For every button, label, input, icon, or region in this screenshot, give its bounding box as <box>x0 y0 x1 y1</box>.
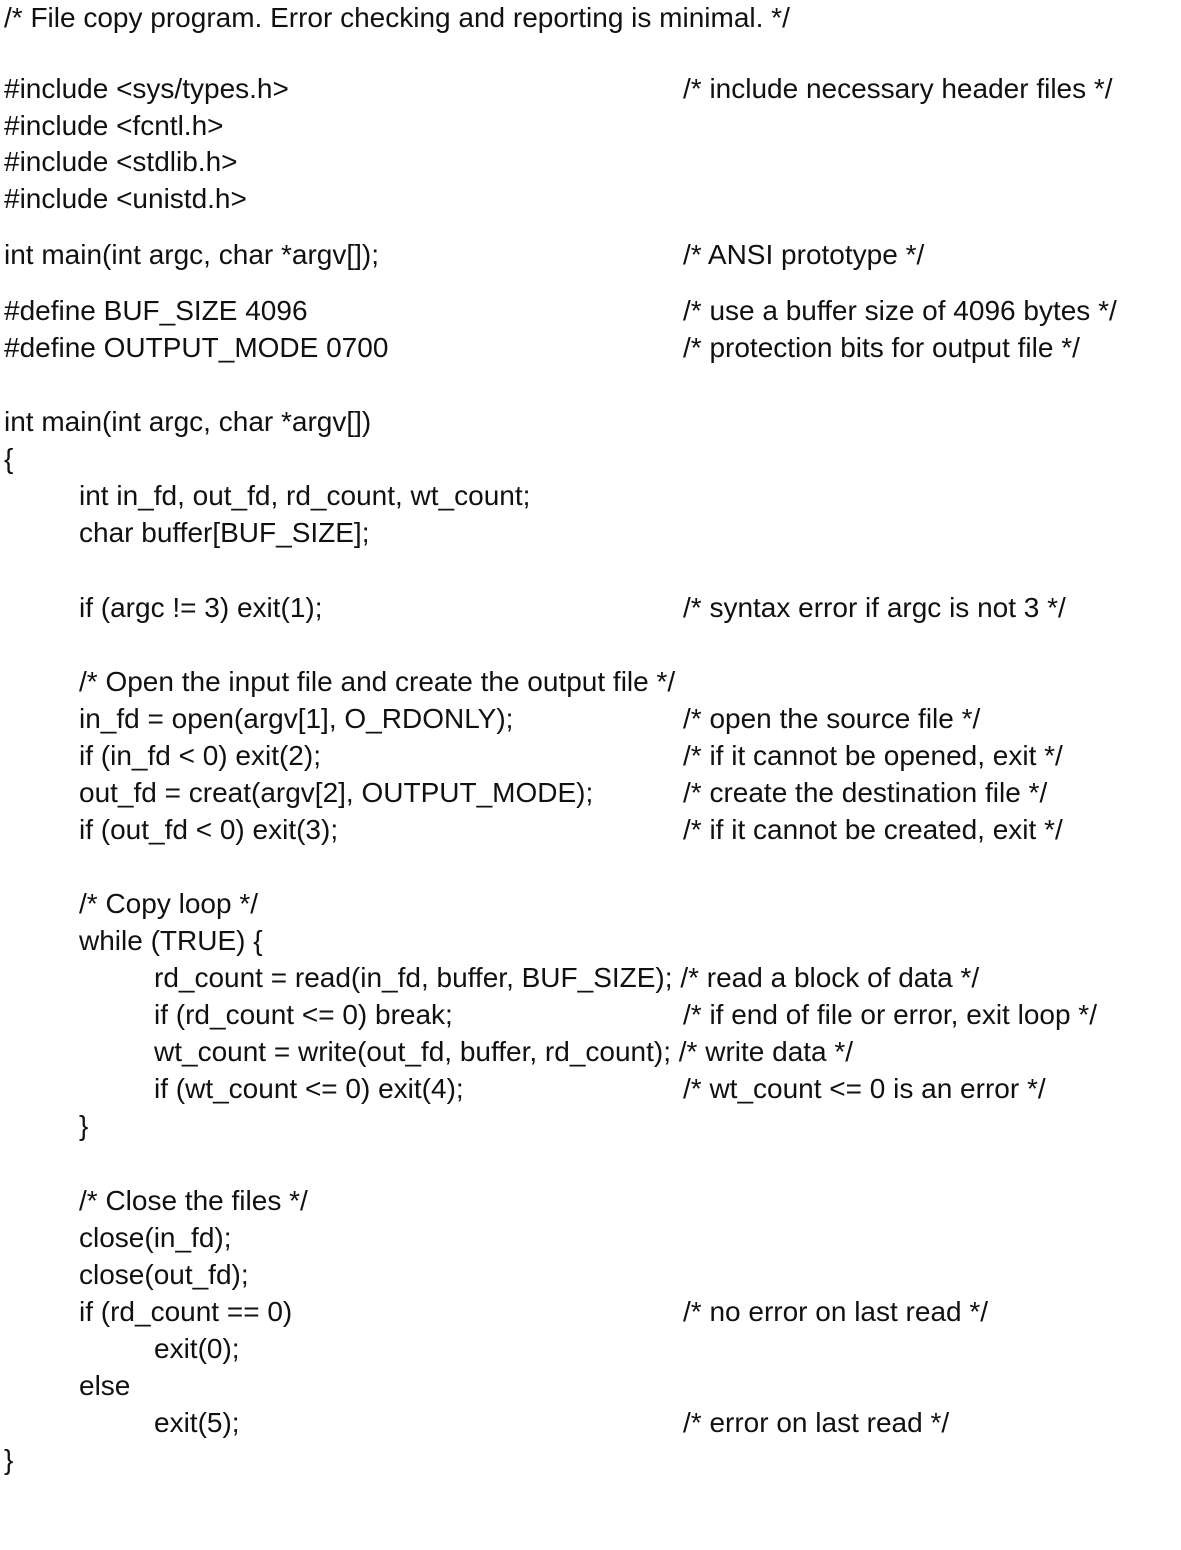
code-text: char buffer[BUF_SIZE]; <box>79 517 370 548</box>
code-comment: /* create the destination file */ <box>683 777 1048 808</box>
code-text: /* Copy loop */ <box>79 888 258 919</box>
code-line <box>0 1071 1181 1107</box>
code-text: #define BUF_SIZE 4096 <box>4 295 308 326</box>
code-text: if (wt_count <= 0) exit(4); <box>154 1073 464 1104</box>
code-comment: /* error on last read */ <box>683 1407 950 1438</box>
code-text: out_fd = creat(argv[2], OUTPUT_MODE); <box>79 777 594 808</box>
code-line <box>0 923 1181 959</box>
code-comment: /* protection bits for output file */ <box>683 332 1080 363</box>
code-text: int in_fd, out_fd, rd_count, wt_count; <box>79 480 531 511</box>
code-line <box>0 478 1181 514</box>
code-line <box>0 775 1181 811</box>
code-line <box>0 1220 1181 1256</box>
code-line <box>0 404 1181 440</box>
code-text: if (rd_count == 0) <box>79 1296 293 1327</box>
code-line <box>0 664 1181 700</box>
code-text: #include <unistd.h> <box>4 183 247 214</box>
code-text: else <box>79 1370 131 1401</box>
code-comment: /* include necessary header files */ <box>683 73 1113 104</box>
code-line <box>0 108 1181 144</box>
code-line <box>0 812 1181 848</box>
code-line <box>0 1257 1181 1293</box>
code-text: { <box>4 443 14 474</box>
code-text: exit(0); <box>154 1333 240 1364</box>
code-text: if (argc != 3) exit(1); <box>79 592 323 623</box>
code-text: #include <stdlib.h> <box>4 146 238 177</box>
code-comment: /* use a buffer size of 4096 bytes */ <box>683 295 1117 326</box>
code-text: int main(int argc, char *argv[]) <box>4 406 372 437</box>
code-comment: /* no error on last read */ <box>683 1296 989 1327</box>
code-line <box>0 1183 1181 1219</box>
code-line <box>0 293 1181 329</box>
code-comment: /* if it cannot be opened, exit */ <box>683 740 1063 771</box>
code-line <box>0 330 1181 366</box>
code-line <box>0 1034 1181 1070</box>
code-line <box>0 181 1181 217</box>
code-text: rd_count = read(in_fd, buffer, BUF_SIZE); /* read a block of data */ <box>154 962 980 993</box>
code-line <box>0 144 1181 180</box>
code-line <box>0 1294 1181 1330</box>
code-text: if (rd_count <= 0) break; <box>154 999 453 1030</box>
code-comment: /* if it cannot be created, exit */ <box>683 814 1063 845</box>
code-line <box>0 886 1181 922</box>
code-line <box>0 71 1181 107</box>
code-text: close(out_fd); <box>79 1259 249 1290</box>
code-text: /* Close the files */ <box>79 1185 308 1216</box>
code-comment: /* ANSI prototype */ <box>683 239 925 270</box>
code-line <box>0 1368 1181 1404</box>
code-text: exit(5); <box>154 1407 240 1438</box>
code-text: close(in_fd); <box>79 1222 232 1253</box>
code-line <box>0 515 1181 551</box>
code-text: #include <sys/types.h> <box>4 73 289 104</box>
code-text: if (in_fd < 0) exit(2); <box>79 740 321 771</box>
code-line <box>0 738 1181 774</box>
code-line <box>0 237 1181 273</box>
code-text: wt_count = write(out_fd, buffer, rd_count); /* write data */ <box>154 1036 854 1067</box>
code-comment: /* if end of file or error, exit loop */ <box>683 999 1097 1030</box>
code-line <box>0 1331 1181 1367</box>
code-comment: /* syntax error if argc is not 3 */ <box>683 592 1066 623</box>
code-text: while (TRUE) { <box>79 925 263 956</box>
code-line <box>0 701 1181 737</box>
code-text: /* Open the input file and create the output file */ <box>79 666 676 697</box>
code-line <box>0 960 1181 996</box>
code-text: #define OUTPUT_MODE 0700 <box>4 332 389 363</box>
code-line <box>0 1442 1181 1478</box>
code-line <box>0 1405 1181 1441</box>
code-line <box>0 997 1181 1033</box>
code-line <box>0 590 1181 626</box>
code-text: } <box>4 1444 14 1475</box>
code-text: if (out_fd < 0) exit(3); <box>79 814 339 845</box>
code-line <box>0 441 1181 477</box>
code-line <box>0 1108 1181 1144</box>
code-text: in_fd = open(argv[1], O_RDONLY); <box>79 703 514 734</box>
code-comment: /* open the source file */ <box>683 703 981 734</box>
code-text: #include <fcntl.h> <box>4 110 224 141</box>
header-comment: /* File copy program. Error checking and reporting is minimal. */ <box>4 2 790 33</box>
header-comment-line <box>0 0 1181 36</box>
code-comment: /* wt_count <= 0 is an error */ <box>683 1073 1046 1104</box>
code-text: } <box>79 1110 89 1141</box>
code-text: int main(int argc, char *argv[]); <box>4 239 380 270</box>
